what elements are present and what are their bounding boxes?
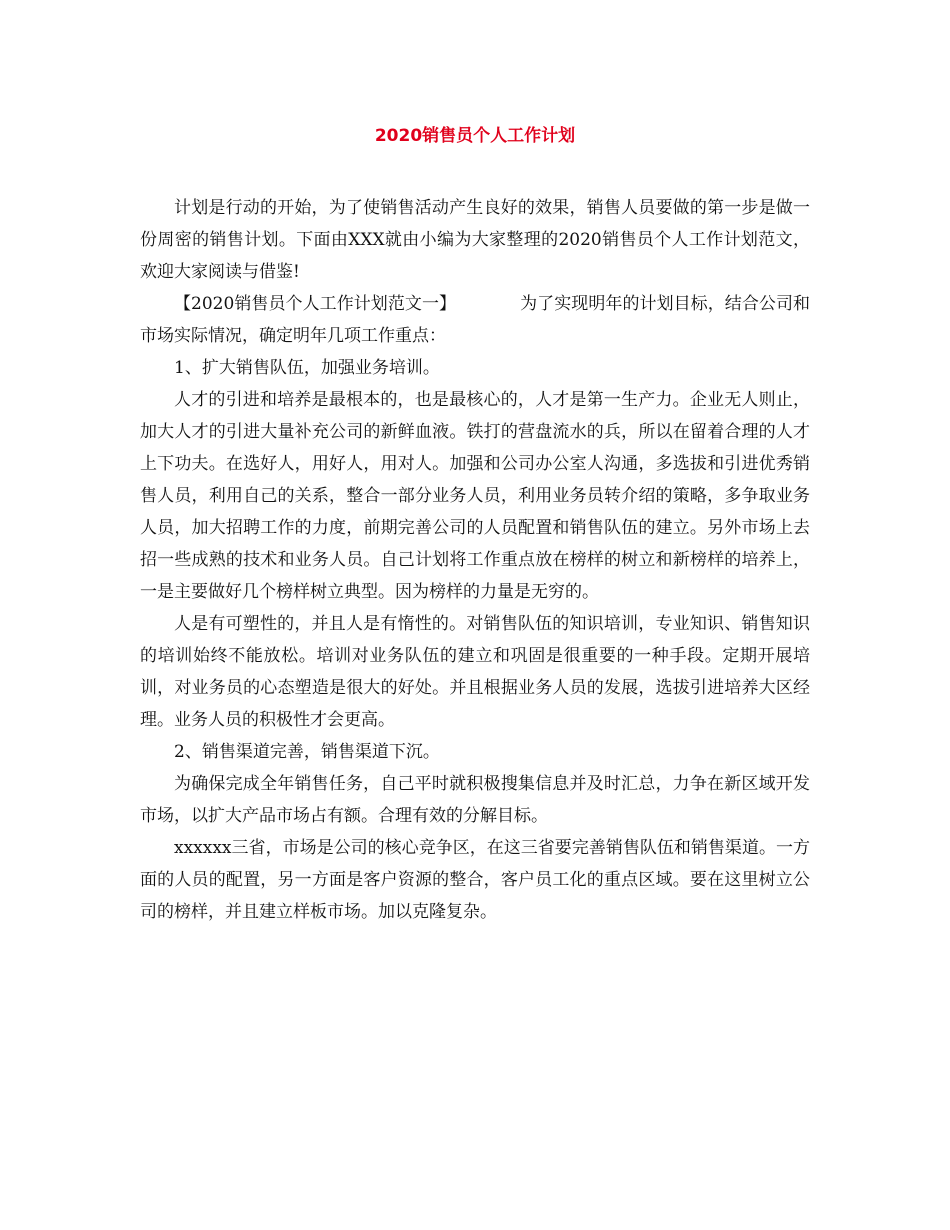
document-body [140,192,810,928]
document-title: 2020销售员个人工作计划 [374,126,576,146]
intro-paragraph: 计划是行动的开始，为了使销售活动产生良好的效果，销售人员要做的第一步是做一份周密的销售计划。下面由XXX就由小编为大家整理的2020销售员个人工作计划范文，欢迎大家阅读与借鉴! [140,198,810,282]
section-heading: 【2020销售员个人工作计划范文一】 [174,294,457,314]
body-paragraph: 为确保完成全年销售任务，自己平时就积极搜集信息并及时汇总，力争在新区域开发市场，以扩大产品市场占有额。合理有效的分解目标。 [140,774,810,826]
body-paragraph: xxxxxx三省，市场是公司的核心竞争区，在这三省要完善销售队伍和销售渠道。一方面的人员的配置，另一方面是客户资源的整合，客户员工化的重点区域。要在这里树立公司的榜样，并且建立样板市场。加以克隆复杂。 [140,838,810,922]
section-intro: 为了实现明年的计划目标，结合公司和市场实际情况，确定明年几项工作重点： [140,294,810,346]
point-2-heading: 2、销售渠道完善，销售渠道下沉。 [174,742,440,762]
body-paragraph: 人才的引进和培养是最根本的，也是最核心的，人才是第一生产力。企业无人则止，加大人才的引进大量补充公司的新鲜血液。铁打的营盘流水的兵，所以在留着合理的人才上下功夫。在选好人，用好人，用对人。加强和公司办公室人沟通，多选拔和引进优秀销售人员，利用自己的关系，整合一部分业务人员，利用业务员转介绍的策略，多争取业务人员，加大招聘工作的力度，前期完善公司的人员配置和销售队伍的建立。另外市场上去招一些成熟的技术和业务人员。自己计划将工作重点放在榜样的树立和新榜样的培养上，一是主要做好几个榜样树立典型。因为榜样的力量是无穷的。 [140,390,810,602]
section-heading-paragraph [140,288,810,352]
body-paragraph: 人是有可塑性的，并且人是有惰性的。对销售队伍的知识培训，专业知识、销售知识的培训始终不能放松。培训对业务队伍的建立和巩固是很重要的一种手段。定期开展培训，对业务员的心态塑造是很大的好处。并且根据业务人员的发展，选拔引进培养大区经理。业务人员的积极性才会更高。 [140,614,810,730]
point-1-heading: 1、扩大销售队伍，加强业务培训。 [174,358,440,378]
